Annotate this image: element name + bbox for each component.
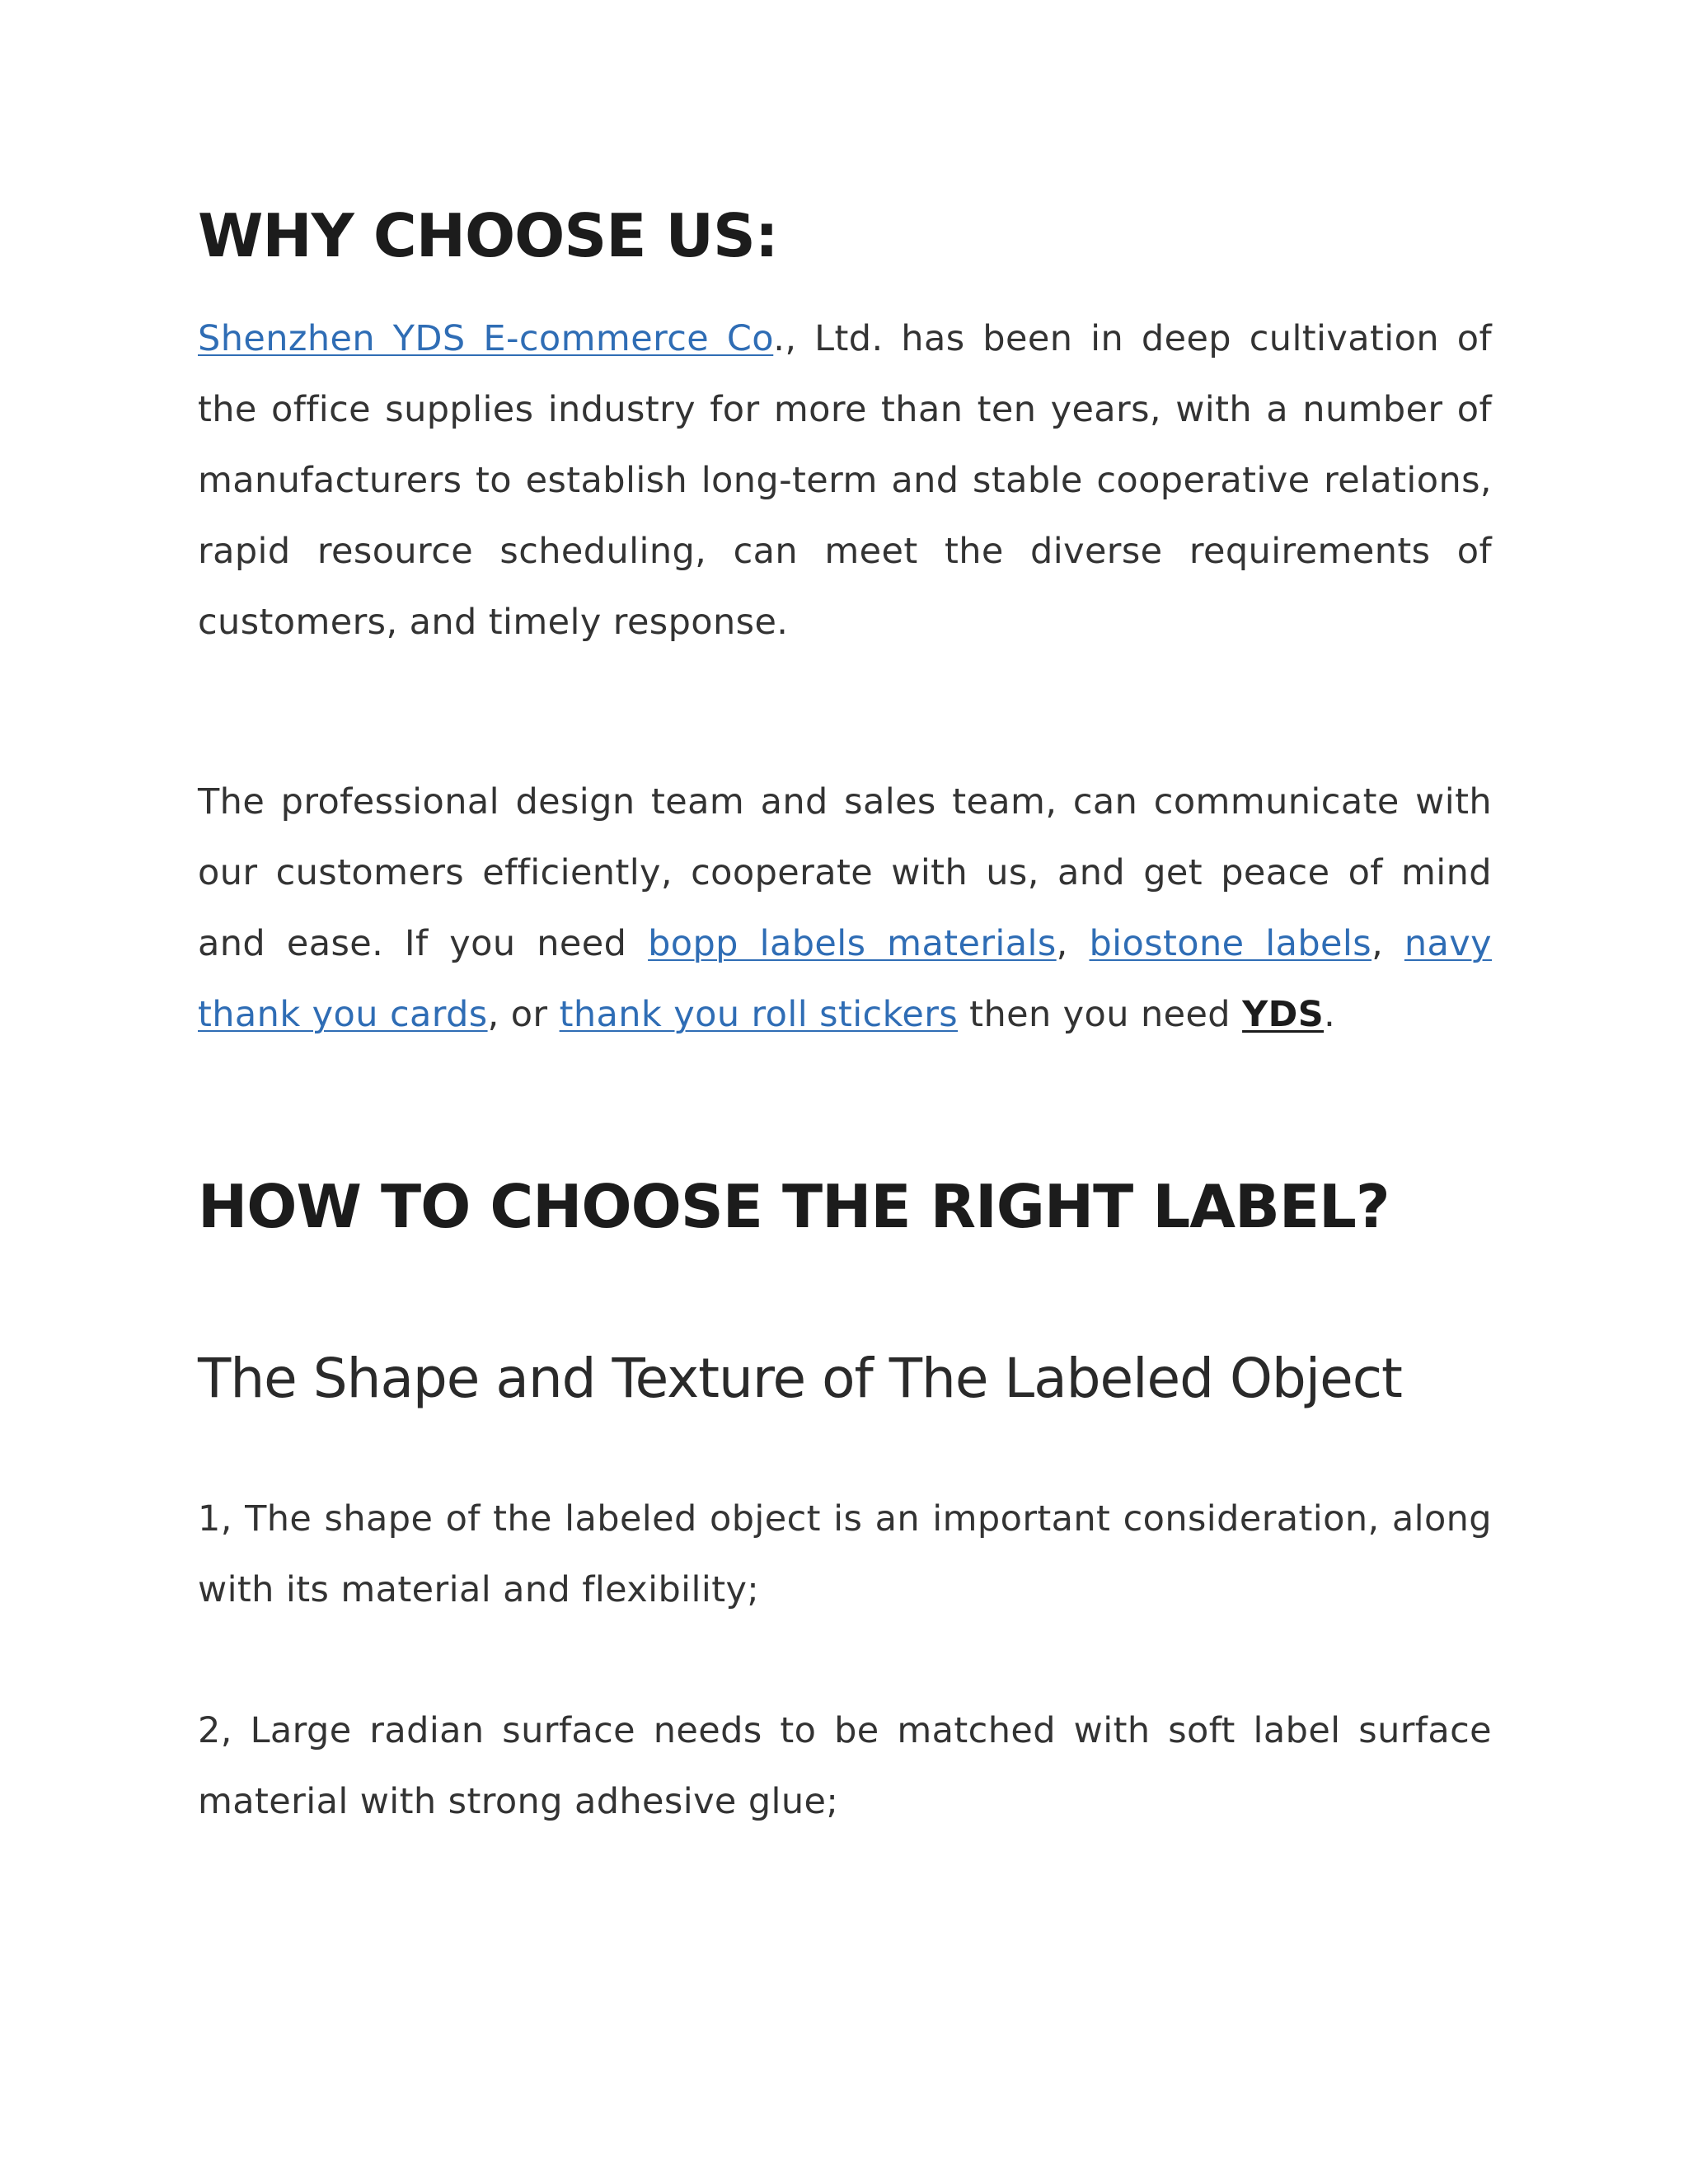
separator: , or (487, 994, 560, 1035)
separator: , (1056, 923, 1090, 964)
company-intro-paragraph (198, 303, 1492, 658)
company-intro-text: ., Ltd. has been in deep cultivation of the office supplies industry for more than ten years, with a number of manufacturers to establish long-term and stable cooperative relations, rapid resource scheduling, can meet the diverse requirements of customers, and timely response. (198, 318, 1492, 643)
separator: , (1372, 923, 1404, 964)
company-link[interactable]: Shenzhen YDS E-commerce Co (198, 318, 774, 359)
list-item: 2, Large radian surface needs to be matched with soft label surface material with strong adhesive glue; (198, 1710, 1492, 1822)
biostone-labels-link[interactable]: biostone labels (1089, 923, 1372, 964)
brand-name: YDS (1242, 994, 1325, 1035)
team-text-end: then you need (958, 994, 1243, 1035)
period: . (1324, 994, 1336, 1035)
thank-you-roll-stickers-link[interactable]: thank you roll stickers (559, 994, 959, 1035)
navy-thank-you-cards-link[interactable]: navy thank you cards (198, 923, 1492, 1035)
why-choose-us-heading: WHY CHOOSE US: (198, 201, 778, 270)
shape-texture-subheading: The Shape and Texture of The Labeled Object (198, 1347, 1402, 1410)
team-paragraph (198, 766, 1492, 1050)
how-to-choose-heading: HOW TO CHOOSE THE RIGHT LABEL? (198, 1172, 1390, 1241)
list-item: 1, The shape of the labeled object is an important consideration, along with its material and flexibility; (198, 1498, 1492, 1610)
team-text: The professional design team and sales team, can communicate with our customers efficiently, cooperate with us, and get peace of mind and ease. If you need (198, 781, 1492, 964)
bopp-labels-link[interactable]: bopp labels materials (648, 923, 1057, 964)
